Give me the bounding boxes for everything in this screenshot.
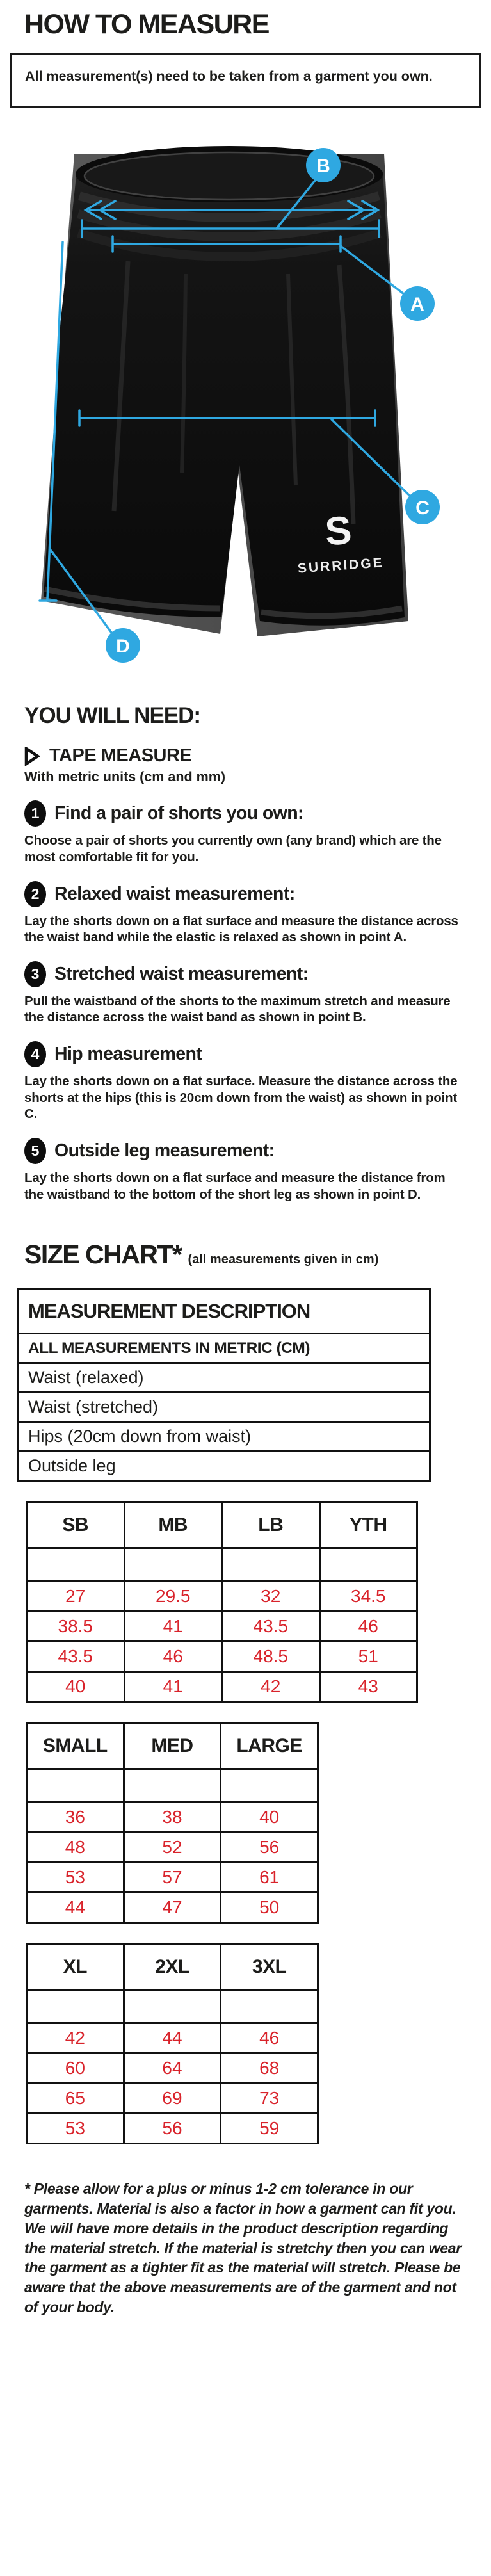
size-chart-title: SIZE CHART* [24, 1240, 182, 1270]
step-1-title: Find a pair of shorts you own: [54, 803, 303, 824]
size-value-cell: 41 [124, 1672, 222, 1702]
step-5-number-badge: 5 [24, 1138, 46, 1164]
size-chart-heading-row [24, 1240, 491, 1270]
size-value-cell: 59 [221, 2114, 318, 2144]
step-2-number-badge: 2 [24, 881, 46, 907]
step-5 [24, 1138, 467, 1203]
size-value-cell: 42 [27, 2023, 124, 2054]
step-5-body: Lay the shorts down on a flat surface and measure the distance from the waistband to the bottom of the short leg as shown in point D. [24, 1170, 446, 1202]
badge-c [405, 490, 440, 524]
size-value-cell: 64 [124, 2054, 221, 2084]
shorts-measurement-figure [0, 114, 491, 677]
size-value-cell: 51 [319, 1642, 417, 1672]
empty-cell [27, 1548, 125, 1582]
size-table-row [27, 1672, 417, 1702]
size-value-cell: 32 [222, 1582, 320, 1612]
size-column-header: LB [222, 1502, 320, 1548]
size-column-header: SMALL [27, 1723, 124, 1769]
badge-d [106, 628, 140, 663]
size-column-header: SB [27, 1502, 125, 1548]
badge-a-letter: A [410, 294, 424, 316]
size-table-row [27, 1642, 417, 1672]
size-value-cell: 48 [27, 1833, 124, 1863]
size-value-cell: 46 [319, 1612, 417, 1642]
size-value-cell: 42 [222, 1672, 320, 1702]
size-table-row [27, 1612, 417, 1642]
badge-b-letter: B [316, 156, 330, 177]
size-value-cell: 46 [221, 2023, 318, 2054]
size-value-cell: 46 [124, 1642, 222, 1672]
page-title: HOW TO MEASURE [24, 9, 269, 40]
size-value-cell: 40 [221, 1802, 318, 1833]
step-2-title: Relaxed waist measurement: [54, 883, 295, 904]
step-2 [24, 881, 467, 946]
measurement-description-table [17, 1288, 431, 1482]
size-column-header: YTH [319, 1502, 417, 1548]
size-table-row [27, 1833, 318, 1863]
size-table-row [27, 1582, 417, 1612]
size-table-xl-2xl-3xl [26, 1943, 319, 2144]
size-value-cell: 53 [27, 1863, 124, 1893]
badge-b [306, 148, 341, 182]
step-4-number-badge: 4 [24, 1041, 46, 1067]
step-4 [24, 1041, 467, 1122]
step-1 [24, 800, 467, 865]
size-value-cell: 34.5 [319, 1582, 417, 1612]
size-value-cell: 61 [221, 1863, 318, 1893]
size-value-cell: 60 [27, 2054, 124, 2084]
step-3-title: Stretched waist measurement: [54, 963, 309, 984]
measurement-row-waist-relaxed: Waist (relaxed) [19, 1363, 430, 1393]
step-5-title: Outside leg measurement: [54, 1140, 275, 1161]
size-value-cell: 47 [124, 1893, 221, 1923]
tape-measure-note: With metric units (cm and mm) [24, 769, 225, 785]
size-chart-note: (all measurements given in cm) [188, 1252, 379, 1267]
size-value-cell: 53 [27, 2114, 124, 2144]
size-value-cell: 36 [27, 1802, 124, 1833]
size-table-row [27, 2114, 318, 2144]
size-column-header: LARGE [221, 1723, 318, 1769]
size-table-row [27, 1802, 318, 1833]
size-value-cell: 38 [124, 1802, 221, 1833]
size-value-cell: 44 [27, 1893, 124, 1923]
step-1-body: Choose a pair of shorts you currently own (any brand) which are the most comfortable fit for you. [24, 833, 442, 864]
measurement-row-outside-leg: Outside leg [19, 1452, 430, 1481]
size-value-cell: 68 [221, 2054, 318, 2084]
surridge-monogram: S [323, 508, 353, 555]
tape-measure-row [24, 745, 491, 766]
size-value-cell: 44 [124, 2023, 221, 2054]
size-value-cell: 41 [124, 1612, 222, 1642]
empty-cell [124, 1769, 221, 1802]
size-value-cell: 56 [221, 1833, 318, 1863]
step-4-body: Lay the shorts down on a flat surface. Measure the distance across the shorts at the hips (this is 20cm down from the waist) as shown in point C. [24, 1074, 458, 1122]
measurement-table-subheader: ALL MEASUREMENTS IN METRIC (CM) [19, 1334, 430, 1363]
empty-cell [221, 1990, 318, 2023]
shorts-illustration [0, 114, 491, 677]
step-1-number-badge: 1 [24, 800, 46, 827]
size-value-cell: 73 [221, 2084, 318, 2114]
size-column-header: XL [27, 1944, 124, 1990]
step-3-body: Pull the waistband of the shorts to the maximum stretch and measure the distance across the waist band as shown in point B. [24, 993, 451, 1025]
size-value-cell: 69 [124, 2084, 221, 2114]
notice-text: All measurement(s) need to be taken from a garment you own. [25, 69, 433, 84]
empty-cell [27, 1769, 124, 1802]
triangle-bullet-icon [24, 747, 40, 766]
size-table-row [27, 2084, 318, 2114]
step-3 [24, 961, 467, 1026]
tape-measure-label: TAPE MEASURE [49, 745, 192, 766]
size-table-small-med-large [26, 1722, 319, 1924]
measurement-row-hips: Hips (20cm down from waist) [19, 1422, 430, 1452]
size-value-cell: 43 [319, 1672, 417, 1702]
size-table-row [27, 2054, 318, 2084]
empty-cell [124, 1990, 221, 2023]
notice-box [10, 53, 481, 108]
how-to-measure-page [0, 9, 491, 2317]
size-table-row [27, 1548, 417, 1582]
empty-cell [222, 1548, 320, 1582]
step-3-number-badge: 3 [24, 961, 46, 987]
empty-cell [319, 1548, 417, 1582]
size-value-cell: 43.5 [222, 1612, 320, 1642]
size-value-cell: 27 [27, 1582, 125, 1612]
tolerance-footnote: * Please allow for a plus or minus 1-2 cm tolerance in our garments. Material is also a factor in how a garment can fit you. We will have more details in the product description regarding the material stretch. If the material is stretchy then you can wear the garment as a tighter fit as the material will stretch. Please be aware that the above measurements are of the garment and not of your body. [24, 2180, 462, 2315]
size-value-cell: 65 [27, 2084, 124, 2114]
size-table-row [27, 1990, 318, 2023]
size-column-header: MED [124, 1723, 221, 1769]
size-value-cell: 56 [124, 2114, 221, 2144]
size-table-row [27, 1863, 318, 1893]
size-column-header: MB [124, 1502, 222, 1548]
size-value-cell: 29.5 [124, 1582, 222, 1612]
steps-list [0, 800, 491, 1203]
empty-cell [124, 1548, 222, 1582]
size-value-cell: 57 [124, 1863, 221, 1893]
size-table-row [27, 1769, 318, 1802]
size-value-cell: 48.5 [222, 1642, 320, 1672]
size-value-cell: 43.5 [27, 1642, 125, 1672]
size-table-row [27, 1893, 318, 1923]
empty-cell [221, 1769, 318, 1802]
step-2-body: Lay the shorts down on a flat surface and measure the distance across the waist band while the elastic is relaxed as shown in point A. [24, 913, 458, 945]
badge-c-letter: C [415, 498, 430, 519]
badge-a [400, 286, 435, 321]
badge-d-letter: D [116, 636, 130, 658]
size-column-header: 3XL [221, 1944, 318, 1990]
size-value-cell: 52 [124, 1833, 221, 1863]
size-column-header: 2XL [124, 1944, 221, 1990]
size-value-cell: 50 [221, 1893, 318, 1923]
you-will-need-heading: YOU WILL NEED: [24, 703, 201, 729]
measurement-row-waist-stretched: Waist (stretched) [19, 1393, 430, 1422]
measurement-table-header: MEASUREMENT DESCRIPTION [19, 1289, 430, 1334]
surridge-wordmark: SURRIDGE [297, 555, 385, 576]
empty-cell [27, 1990, 124, 2023]
size-table-row [27, 2023, 318, 2054]
size-value-cell: 40 [27, 1672, 125, 1702]
size-table-boys-youth [26, 1501, 418, 1703]
step-4-title: Hip measurement [54, 1044, 202, 1064]
size-value-cell: 38.5 [27, 1612, 125, 1642]
